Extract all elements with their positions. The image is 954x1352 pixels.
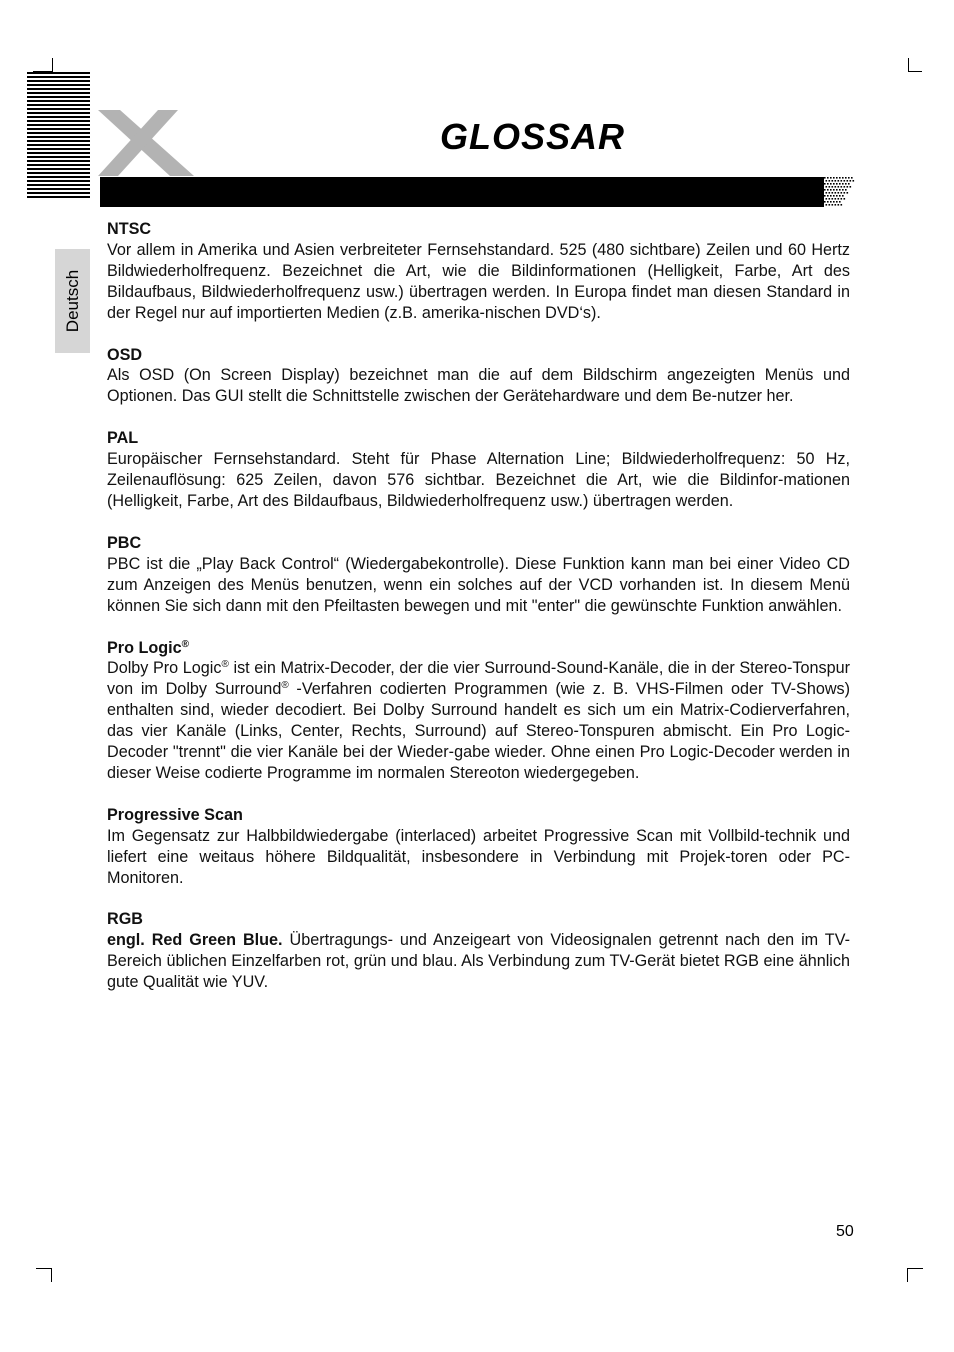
decorative-stripe <box>27 176 90 178</box>
bar-dot <box>847 180 849 182</box>
crop-mark-bottom-right-vertical <box>907 1268 908 1282</box>
bar-dot <box>842 183 844 185</box>
crop-mark-top-right-vertical <box>908 58 909 72</box>
crop-mark-top-right <box>908 71 922 72</box>
decorative-stripe <box>27 172 90 174</box>
bar-dot <box>826 186 828 188</box>
bar-dot <box>830 177 832 179</box>
bar-dot <box>839 183 841 185</box>
bar-dot <box>835 180 837 182</box>
bar-dot <box>847 186 849 188</box>
bar-dot <box>826 180 828 182</box>
bar-dot <box>833 189 835 191</box>
bar-dot <box>835 186 837 188</box>
decorative-stripe <box>27 72 90 74</box>
bar-dot <box>841 180 843 182</box>
bar-dot <box>829 192 831 194</box>
decorative-stripe <box>27 196 90 198</box>
bar-dot <box>844 192 846 194</box>
bar-dot <box>848 177 850 179</box>
glossary-definition: Im Gegensatz zur Halbbildwiedergabe (interlaced) arbeitet Progressive Scan mit Vollbild-technik und liefert eine weitaus höhere Bildqualität, insbesondere in Verbindung mit Projek-toren oder PC-Monitoren. <box>107 826 850 887</box>
bar-dot <box>844 186 846 188</box>
bar-dot <box>839 177 841 179</box>
bar-dot <box>844 180 846 182</box>
brand-x-logo <box>98 110 198 176</box>
bar-dot <box>830 189 832 191</box>
decorative-stripe <box>27 104 90 106</box>
bar-dot <box>833 201 835 203</box>
bar-dot <box>835 192 837 194</box>
bar-dot <box>829 204 831 206</box>
decorative-stripe <box>27 188 90 190</box>
glossary-term <box>107 638 850 659</box>
glossary-term-text: Pro Logic <box>107 638 182 657</box>
glossary-entry-ntsc <box>107 219 850 324</box>
bar-dot <box>829 198 831 200</box>
bar-dot <box>836 183 838 185</box>
decorative-stripe <box>27 192 90 194</box>
decorative-stripe <box>27 88 90 90</box>
bar-dot <box>833 183 835 185</box>
definition-part: Dolby Pro Logic <box>107 659 222 678</box>
bar-dot <box>830 195 832 197</box>
definition-bold-lead: engl. Red Green Blue. <box>107 931 283 950</box>
bar-dot <box>850 186 852 188</box>
decorative-stripe <box>27 164 90 166</box>
bar-dot <box>832 180 834 182</box>
bar-dot <box>826 198 828 200</box>
bar-dot <box>842 189 844 191</box>
bar-dot <box>848 183 850 185</box>
registered-mark: ® <box>181 638 190 650</box>
decorative-stripe <box>27 100 90 102</box>
bar-dot <box>830 183 832 185</box>
bar-dot <box>836 189 838 191</box>
decorative-stripe <box>27 128 90 130</box>
decorative-stripe <box>27 112 90 114</box>
decorative-stripe <box>27 184 90 186</box>
decorative-stripe <box>27 168 90 170</box>
bar-dot <box>841 204 843 206</box>
bar-dot <box>838 180 840 182</box>
decorative-stripe <box>27 80 90 82</box>
bar-dot <box>836 195 838 197</box>
glossary-definition: Als OSD (On Screen Display) bezeichnet man die auf dem Bildschirm angezeigten Menüs und Optionen. Das GUI stellt die Schnittstelle zwischen der Gerätehardware und dem Be-nutzer her. <box>107 366 850 406</box>
bar-dot <box>847 192 849 194</box>
header-bar <box>100 177 824 207</box>
page-number: 50 <box>836 1223 854 1240</box>
language-tab <box>55 249 90 353</box>
bar-dot <box>838 198 840 200</box>
bar-dot <box>824 177 826 179</box>
bar-dot <box>833 177 835 179</box>
definition-part: ist ein Matrix-Decoder, der die vier Surround-Sound-Kanäle, die in der Stereo-Tonspur von im Dolby Surround <box>107 659 851 699</box>
decorative-stripe <box>27 124 90 126</box>
glossary-entry-pbc <box>107 533 850 617</box>
bar-dot <box>845 183 847 185</box>
bar-dot <box>824 195 826 197</box>
bar-dot <box>839 201 841 203</box>
bar-dot <box>839 195 841 197</box>
definition-part: -Verfahren codierten Programmen (wie z. B. VHS-Filmen oder TV-Shows) enthalten sind, wieder decodiert. Bei Dolby Surround handelt es sich um ein Matrix-Codierverfahren, das vier Kanäle (Links, Center, Rechts, Surround) auf Stereo-Tonspuren abmischt. Ein Pro Logic-Decoder "trennt" die vier Kanäle bei der Wieder-gabe wieder. Ohne einen Pro Logic-Decoder werden in dieser Weise codierte Programme im normalen Stereoton wiedergegeben. <box>107 680 850 782</box>
bar-dot <box>838 186 840 188</box>
bar-dot <box>830 201 832 203</box>
decorative-stripe <box>27 180 90 182</box>
bar-dot <box>827 195 829 197</box>
bar-dot <box>844 198 846 200</box>
glossary-content <box>107 219 850 1014</box>
bar-dot <box>853 180 855 182</box>
glossary-entry-progressive-scan <box>107 805 850 889</box>
decorative-stripe <box>27 96 90 98</box>
bar-dot <box>832 186 834 188</box>
bar-dot <box>838 204 840 206</box>
definition-part: Übertragungs- und Anzeigeart von Videosignalen getrennt nach den im TV-Bereich üblichen Einzelfarben rot, grün und blau. Als Verbindung zum TV-Gerät bietet RGB eine ähnlich gute Qualität wie YUV. <box>107 931 850 992</box>
bar-dot <box>836 177 838 179</box>
bar-dot <box>832 204 834 206</box>
glossary-definition <box>107 930 850 993</box>
glossary-entry-pro-logic <box>107 638 850 784</box>
language-tab-label: Deutsch <box>62 269 82 333</box>
decorative-stripe <box>27 120 90 122</box>
header-bar-dotted-end <box>824 177 856 207</box>
bar-dot <box>845 177 847 179</box>
glossary-definition: Europäischer Fernsehstandard. Steht für Phase Alternation Line; Bildwiederholfrequenz: 50 Hz, Zeilenauflösung: 625 Zeilen, davon 576 sichtbar. Bezeichnet die Art, wie die Bildinfor-mationen (Helligkeit, Farbe, Art des Bildaufbaus, Bildwiederholfrequenz usw.) übertragen werden. <box>107 450 850 510</box>
crop-mark-bottom-left <box>36 1268 52 1269</box>
bar-dot <box>836 201 838 203</box>
bar-dot <box>824 201 826 203</box>
glossary-term: RGB <box>107 910 143 929</box>
glossary-definition: PBC ist die „Play Back Control“ (Wiedergabekontrolle). Diese Funktion kann man bei einer Video CD zum Anzeigen des Menüs benutzen, wenn ein solches auf der VCD vorhanden ist. In diesem Menü können Sie sich dann mit den Pfeiltasten bewegen und mit "enter" die gewünschte Funktion anwählen. <box>107 554 850 615</box>
decorative-stripe <box>27 92 90 94</box>
decorative-stripe <box>27 160 90 162</box>
glossary-entry-pal <box>107 428 850 512</box>
bar-dot <box>824 189 826 191</box>
bar-dot <box>839 189 841 191</box>
bar-dot <box>827 183 829 185</box>
bar-dot <box>833 195 835 197</box>
decorative-stripe <box>27 152 90 154</box>
glossary-term: PBC <box>107 533 142 552</box>
bar-dot <box>845 189 847 191</box>
bar-dot <box>851 177 853 179</box>
bar-dot <box>835 198 837 200</box>
decorative-stripe <box>27 84 90 86</box>
bar-dot <box>829 186 831 188</box>
registered-mark: ® <box>281 680 289 692</box>
bar-dot <box>824 183 826 185</box>
crop-mark-bottom-right <box>907 1268 923 1269</box>
glossary-term: OSD <box>107 345 143 364</box>
crop-mark-top-left-vertical <box>52 58 53 72</box>
decorative-stripe <box>27 136 90 138</box>
bar-dot <box>832 192 834 194</box>
decorative-stripe <box>27 140 90 142</box>
decorative-stripe <box>27 156 90 158</box>
crop-mark-bottom-left-vertical <box>51 1268 52 1282</box>
bar-dot <box>835 204 837 206</box>
page-title: GLOSSAR <box>440 116 626 157</box>
glossary-definition <box>107 658 850 783</box>
glossary-term: PAL <box>107 429 139 448</box>
bar-dot <box>832 198 834 200</box>
bar-dot <box>827 177 829 179</box>
decorative-stripe <box>27 144 90 146</box>
bar-dot <box>827 189 829 191</box>
glossary-entry-osd <box>107 345 850 408</box>
bar-dot <box>826 192 828 194</box>
bar-dot <box>841 186 843 188</box>
bar-dot <box>842 195 844 197</box>
decorative-stripe <box>27 116 90 118</box>
bar-dot <box>841 198 843 200</box>
glossary-term: Progressive Scan <box>107 805 243 824</box>
bar-dot <box>841 192 843 194</box>
registered-mark: ® <box>221 659 229 671</box>
bar-dot <box>850 180 852 182</box>
decorative-stripe <box>27 76 90 78</box>
glossary-definition: Vor allem in Amerika und Asien verbreiteter Fernsehstandard. 525 (480 sichtbare) Zeilen und 60 Hertz Bildwiederholfrequenz. Bezeichnet die Art, wie die Bildinformationen (Helligkeit, Farbe, Art des Bildaufbaus, Bildwiederholfrequenz usw.) übertragen werden. In Europa findet man diesen Standard in der Regel nur auf importierten Medien (z.B. amerika-nischen DVD‘s). <box>107 240 850 322</box>
bar-dot <box>838 192 840 194</box>
glossary-entry-rgb <box>107 909 850 993</box>
decorative-stripe <box>27 132 90 134</box>
decorative-stripe <box>27 108 90 110</box>
decorative-stripes <box>27 72 90 200</box>
bar-dot <box>827 201 829 203</box>
glossary-term: NTSC <box>107 220 152 238</box>
bar-dot <box>829 180 831 182</box>
decorative-stripe <box>27 148 90 150</box>
bar-dot <box>826 204 828 206</box>
bar-dot <box>842 177 844 179</box>
